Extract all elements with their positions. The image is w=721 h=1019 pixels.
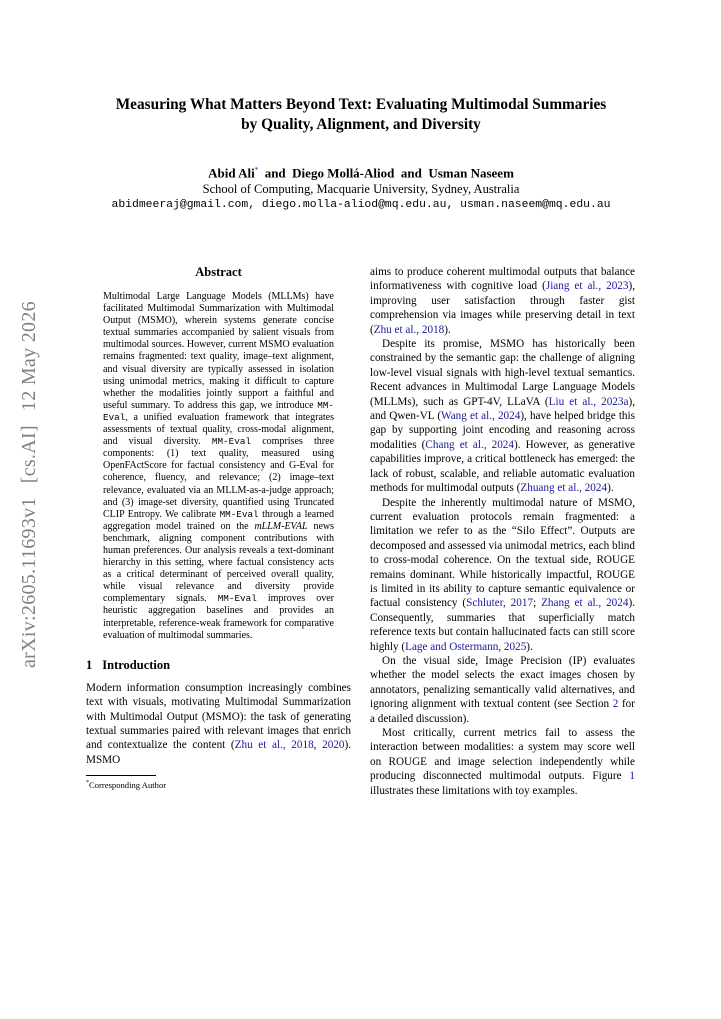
mm-eval-name: MM-Eval (217, 593, 257, 605)
affiliation: School of Computing, Macquarie University, Sydney, Australia (202, 182, 520, 197)
citation-link[interactable]: Zhang et al., 2024 (541, 597, 629, 610)
citation-link[interactable]: Zhu et al., 2018 (373, 323, 445, 336)
body-paragraph: On the visual side, Image Precision (IP) evaluates whether the model selects the exact images chosen by annotators, penalizing semantically valid alternatives, and ignoring alignment with textual content (see Section 2 for a detailed discussion). (370, 654, 635, 725)
abstract-text: Multimodal Large Language Models (MLLMs) have facilitated Multimodal Summarization with Multimodal Output (MSMO), wherein systems generate concise textual summaries accompanied by salient visuals from multimodal sources. However, current MSMO evaluation remains fragmented: text quality, image–text alignment, and visual diversity are typically assessed in isolation using unimodal metrics, making it difficult to capture whether the modalities jointly support a faithful and useful summary. To address this gap, we introduce MM-Eval, a unified evaluation framework that integrates assessments of textual quality, cross-modal alignment, and visual diversity. MM-Eval comprises three components: (1) text quality, measured using OpenFActScore for factual consistency and G-Eval for coherence, fluency, and relevance; (2) image–text relevance, evaluated via an MLLM-as-a-judge approach; and (3) image-set diversity, quantified using Truncated CLIP Entropy. We calibrate MM-Eval through a learned aggregation model trained on the mLLM-EVAL news benchmark, aligning component contributions with human preferences. Our analysis reveals a text-dominant hierarchy in this setting, where factual consistency acts as a critical determinant of perceived overall quality, while visual relevance and diversity provide complementary signals. MM-Eval improves over heuristic aggregation baselines and provides an interpretable, reference-weak framework for comparative evaluation of multimodal summaries. (103, 291, 335, 641)
citation-link[interactable]: Liu et al., 2023a (548, 395, 629, 408)
body-paragraph: Despite the inherently multimodal nature of MSMO, current evaluation protocols remain fragmented: a limitation we refer to as the “Silo Effect”. Outputs are decomposed and assessed via unimodal metrics, each blind to cross-modal coherence. On the textual side, ROUGE remains dominant. While historically impactful, ROUGE is limited in its ability to capture semantic equivalence or factual consistency (Schluter, 2017; Zhang et al., 2024). Consequently, summaries that superficially match reference texts but contain hallucinated facts can still score highly (Lage and Ostermann, 2025). (370, 496, 635, 653)
arxiv-id: arXiv:2605.11693v1 (18, 497, 40, 668)
body-paragraph: Most critically, current metrics fail to assess the interaction between modalities: a system may score well on ROUGE and image selection independently while producing disconnected multimodal outputs. Figure 1 illustrates these limitations with toy examples. (370, 727, 635, 797)
author-name: Diego Mollá-Aliod (292, 165, 395, 181)
arxiv-identifier-stamp (18, 287, 41, 668)
citation-link[interactable]: Chang et al., 2024 (425, 438, 514, 451)
citation-link[interactable]: Lage and Ostermann, 2025 (405, 640, 527, 653)
figure-reference-link[interactable]: 1 (629, 770, 635, 783)
citation-link[interactable]: Zhu et al., 2018 (234, 739, 314, 752)
author-name: Usman Naseem (428, 165, 514, 181)
mm-eval-name: MM-Eval (219, 508, 259, 520)
citation-link[interactable]: Wang et al., 2024 (441, 410, 521, 423)
benchmark-name: mLLM-EVAL (254, 520, 308, 532)
citation-link[interactable]: Zhuang et al., 2024 (520, 482, 608, 495)
footnote-divider (86, 775, 156, 776)
corresponding-author-mark[interactable]: * (254, 166, 259, 174)
paper-title-line-2: by Quality, Alignment, and Diversity (241, 116, 481, 133)
section-title: Introduction (102, 657, 171, 672)
intro-paragraph: Modern information consumption increasingly combines text with visuals, motivating Multimodal Summarization with Multimodal Output (MSMO): the task of generating textual summaries paired with relevant images that enrich and contextualize the content (Zhu et al., 2018, 2020). MSMO (86, 681, 352, 766)
footnote (86, 778, 351, 791)
author-separator: and (264, 165, 286, 181)
citation-link[interactable]: Jiang et al., 2023 (545, 280, 629, 293)
mm-eval-name: MM-Eval (211, 436, 251, 448)
footnote-mark: * (86, 780, 89, 787)
paper-title (72, 95, 650, 135)
abstract-heading: Abstract (195, 265, 242, 279)
arxiv-date: 12 May 2026 (18, 301, 40, 412)
citation-link[interactable]: 2020 (322, 739, 345, 752)
section-number: 1 (86, 657, 93, 672)
mm-eval-name: MM-Eval (103, 399, 334, 423)
right-column (370, 265, 635, 798)
author-emails: abidmeeraj@gmail.com, diego.molla-aliod@mq.edu.au, usman.naseem@mq.edu.au (111, 199, 611, 212)
citation-link[interactable]: Schluter, 2017 (466, 597, 534, 610)
author-name: Abid Ali (208, 165, 255, 181)
left-column (86, 265, 351, 791)
author-separator: and (400, 165, 422, 181)
body-paragraph: aims to produce coherent multimodal outputs that balance informativeness with cognitive load (Jiang et al., 2023), improving user satisfaction through faster gist comprehension via images while preserving detail in text (Zhu et al., 2018). (370, 266, 636, 336)
arxiv-category: [cs.AI] (18, 425, 40, 484)
section-reference-link[interactable]: 2 (612, 698, 619, 711)
author-names (72, 162, 650, 181)
paper-title-line-1: Measuring What Matters Beyond Text: Evaluating Multimodal Summaries (115, 96, 607, 113)
section-heading-introduction (86, 658, 351, 673)
footnote-text: Corresponding Author (89, 780, 167, 791)
author-block (72, 162, 650, 213)
body-paragraph: Despite its promise, MSMO has historically been constrained by the semantic gap: the challenge of aligning low-level visual signals with high-level textual semantics. Recent advances in Multimodal Large Language Models (MLLMs), such as GPT-4V, LLaVA (Liu et al., 2023a), and Qwen-VL (Wang et al., 2024), have helped bridge this gap by supporting joint encoding and reasoning across modalities (Chang et al., 2024). However, as generative capabilities improve, a critical bottleneck has emerged: the lack of robust, scalable, and reliable automatic evaluation methods for multimodal outputs (Zhuang et al., 2024). (370, 338, 635, 495)
